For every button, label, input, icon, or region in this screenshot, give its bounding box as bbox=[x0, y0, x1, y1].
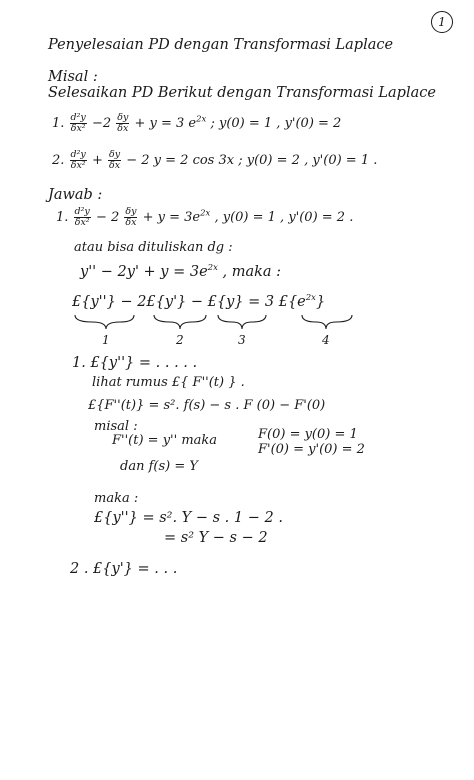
fraction-d2y-dx2: $\frac{\text{d²y}}{\text{δx²}}$ bbox=[70, 149, 86, 171]
ode-rewritten: $y'' - 2y' + y = 3e^{2x}$ , maka : bbox=[80, 263, 282, 280]
step-2-heading: 2 . £{y'} = . . . bbox=[70, 561, 178, 577]
jawab-heading: Jawab : bbox=[48, 187, 103, 203]
fraction-dy-dx: $\frac{\delta y}{\delta x}$ bbox=[125, 206, 137, 228]
fraction-dy-dx: $\frac{\delta y}{\delta x}$ bbox=[109, 149, 121, 171]
fraction-d2y-dx2: $\frac{\text{d²y}}{\text{δx²}}$ bbox=[74, 206, 90, 228]
result-line-1: £{y''} = s². Y − s . 1 − 2 . bbox=[94, 510, 283, 526]
underbrace-3 bbox=[218, 315, 266, 329]
underbrace-1 bbox=[75, 315, 134, 329]
underbrace-label-4: 4 bbox=[322, 333, 330, 347]
fraction-d2y-dx2: $\frac{\text{d²y}}{\text{δx²}}$ bbox=[70, 112, 86, 134]
problem-2: 2. $\frac{\text{d²y}}{\text{δx²}}$ + $\frac{\delta y}{\delta x}$ − 2 y = 2 cos 3x ; y(0) = 2 , y'(0) = 1 . bbox=[52, 149, 378, 171]
page-title: Penyelesaian PD dengan Transformasi Laplace bbox=[48, 37, 394, 53]
underbrace-2 bbox=[154, 315, 206, 329]
see-formula-note: lihat rumus £{ F''(t) } . bbox=[92, 375, 245, 390]
fraction-dy-dx: $\frac{\delta y}{\delta x}$ bbox=[117, 112, 129, 134]
rewrite-note: atau bisa dituliskan dg : bbox=[74, 240, 233, 255]
result-line-2: = s² Y − s − 2 bbox=[164, 530, 268, 546]
maka-label: maka : bbox=[94, 491, 139, 506]
problem-1: 1. $\frac{\text{d²y}}{\text{δx²}}$ −2 $\frac{\delta y}{\delta x}$ + y = 3 $e^{2x}$ ; y(0) = 1 , y'(0) = 2 bbox=[52, 112, 342, 134]
problem-2-number: 2. bbox=[52, 152, 65, 168]
underbrace-label-2: 2 bbox=[176, 333, 184, 347]
transform-definition: dan f(s) = Y bbox=[120, 459, 198, 474]
f-double-prime-statement: F''(t) = y'' maka bbox=[112, 433, 218, 448]
misal-label: misal : bbox=[94, 419, 138, 434]
initial-value-fprime0: F'(0) = y'(0) = 2 bbox=[258, 442, 365, 457]
laplace-formula: £{F''(t)} = s². f(s) − s . F (0) − F'(0) bbox=[88, 398, 326, 413]
initial-value-f0: F(0) = y(0) = 1 bbox=[258, 427, 358, 442]
underbrace-label-3: 3 bbox=[238, 333, 246, 347]
underbrace-4 bbox=[302, 315, 352, 329]
problem-1-number: 1. bbox=[52, 115, 65, 131]
problem-prompt: Selesaikan PD Berikut dengan Transformasi Laplace bbox=[48, 85, 436, 101]
laplace-equation: £{y''} − 2£{y'} − £{y} = 3 $£\{e^{2x}\}$ bbox=[72, 293, 326, 310]
underbrace-label-1: 1 bbox=[102, 333, 110, 347]
page-number: 1 bbox=[431, 11, 453, 33]
misal-heading: Misal : bbox=[48, 69, 98, 85]
answer-1-equation: 1. $\frac{\text{d²y}}{\text{δx²}}$ − 2 $\frac{\delta y}{\delta x}$ + $y = 3e^{2x}$ , y(0) = 1 , y'(0) = 2 . bbox=[56, 206, 354, 228]
step-1-heading: 1. £{y''} = . . . . . bbox=[72, 355, 198, 371]
